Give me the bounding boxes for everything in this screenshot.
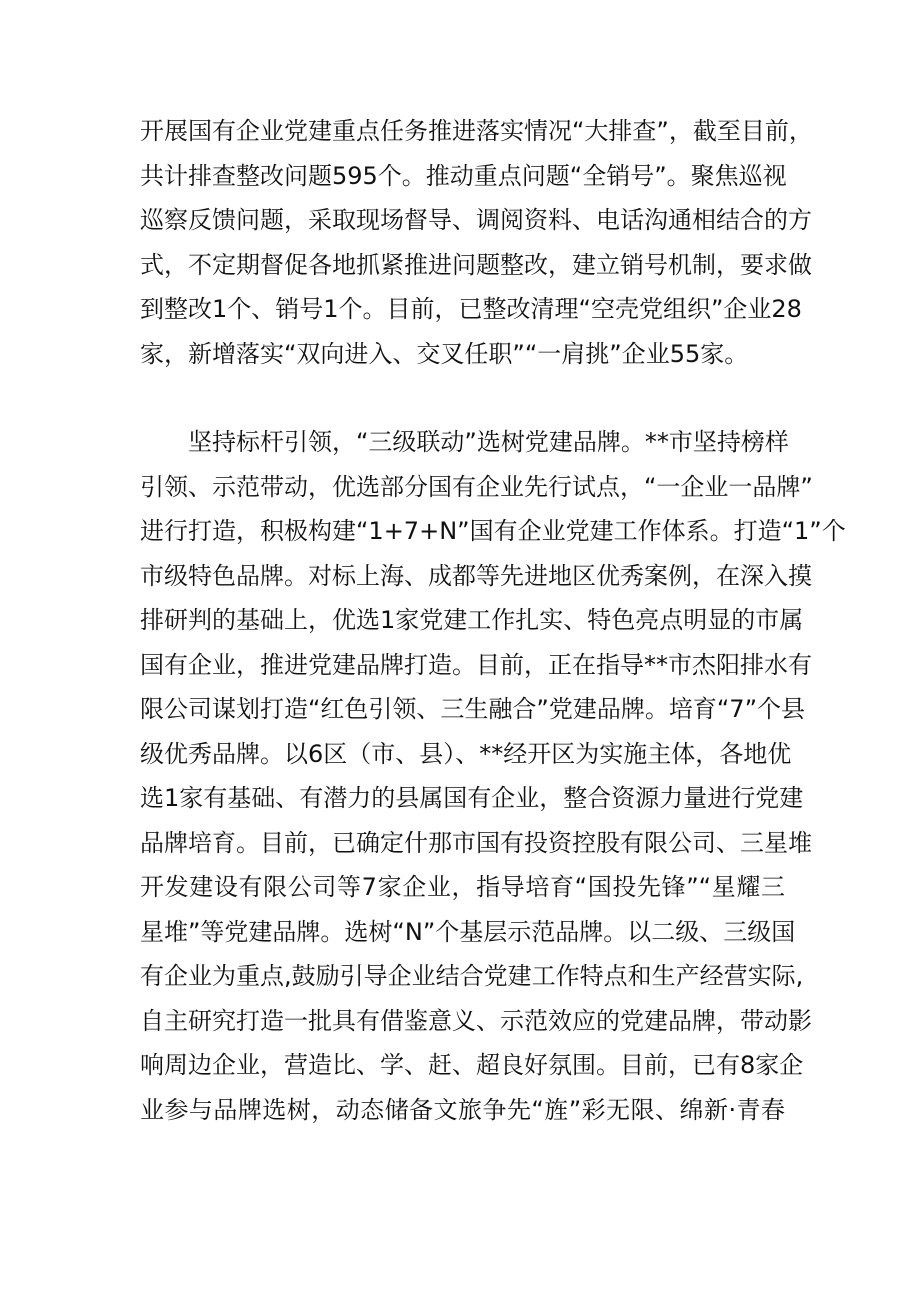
text-line: 有企业为重点,鼓励引导企业结合党建工作特点和生产经营实际, xyxy=(140,962,804,990)
text-line: 开展国有企业党建重点任务推进落实情况“大排查”，截至目前， xyxy=(140,117,813,145)
text-line: 品牌培育。目前，已确定什那市国有投资控股有限公司、三星堆 xyxy=(140,828,812,857)
text-line: 自主研究打造一批具有借鉴意义、示范效应的党建品牌，带动影 xyxy=(140,1006,812,1035)
text-line: 星堆”等党建品牌。选树“N”个基层示范品牌。以二级、三级国 xyxy=(140,917,796,946)
text-line: 市级特色品牌。对标上海、成都等先进地区优秀案例，在深入摸 xyxy=(140,561,812,590)
paragraph-1 xyxy=(140,109,813,376)
text-line: 限公司谋划打造“红色引领、三生融合”党建品牌。培育“7”个县 xyxy=(140,695,806,723)
text-line: 共计排查整改问题595个。推动重点问题“全销号”。聚焦巡视 xyxy=(140,161,787,190)
text-line: 业参与品牌选树，动态储备文旅争先“旌”彩无限、绵新·青春 xyxy=(140,1095,785,1124)
text-line: 家，新增落实“双向进入、交叉任职”“一肩挑”企业55家。 xyxy=(140,339,749,368)
text-line: 级优秀品牌。以6区（市、县）、**经开区为实施主体，各地优 xyxy=(140,739,792,768)
text-line: 国有企业，推进党建品牌打造。目前，正在指导**市杰阳排水有 xyxy=(140,650,812,679)
text-line: 排研判的基础上，优选1家党建工作扎实、特色亮点明显的市属 xyxy=(140,606,804,634)
text-line: 选1家有基础、有潜力的县属国有企业，整合资源力量进行党建 xyxy=(140,784,804,812)
text-line: 开发建设有限公司等7家企业，指导培育“国投先锋”“星耀三 xyxy=(140,873,785,901)
text-line: 巡察反馈问题，采取现场督导、调阅资料、电话沟通相结合的方 xyxy=(140,206,812,234)
text-line: 式，不定期督促各地抓紧推进问题整改，建立销号机制，要求做 xyxy=(140,250,812,279)
text-line: 响周边企业，营造比、学、赶、超良好氛围。目前，已有8家企 xyxy=(140,1051,804,1079)
paragraph-2 xyxy=(140,420,846,1132)
text-line: 坚持标杆引领，“三级联动”选树党建品牌。**市坚持榜样 xyxy=(188,428,789,456)
text-line: 进行打造，积极构建“1+7+N”国有企业党建工作体系。打造“1”个 xyxy=(140,517,846,545)
text-line: 到整改1个、销号1个。目前，已整改清理“空壳党组织”企业28 xyxy=(140,295,802,323)
text-line: 引领、示范带动，优选部分国有企业先行试点，“一企业一品牌” xyxy=(140,472,813,501)
